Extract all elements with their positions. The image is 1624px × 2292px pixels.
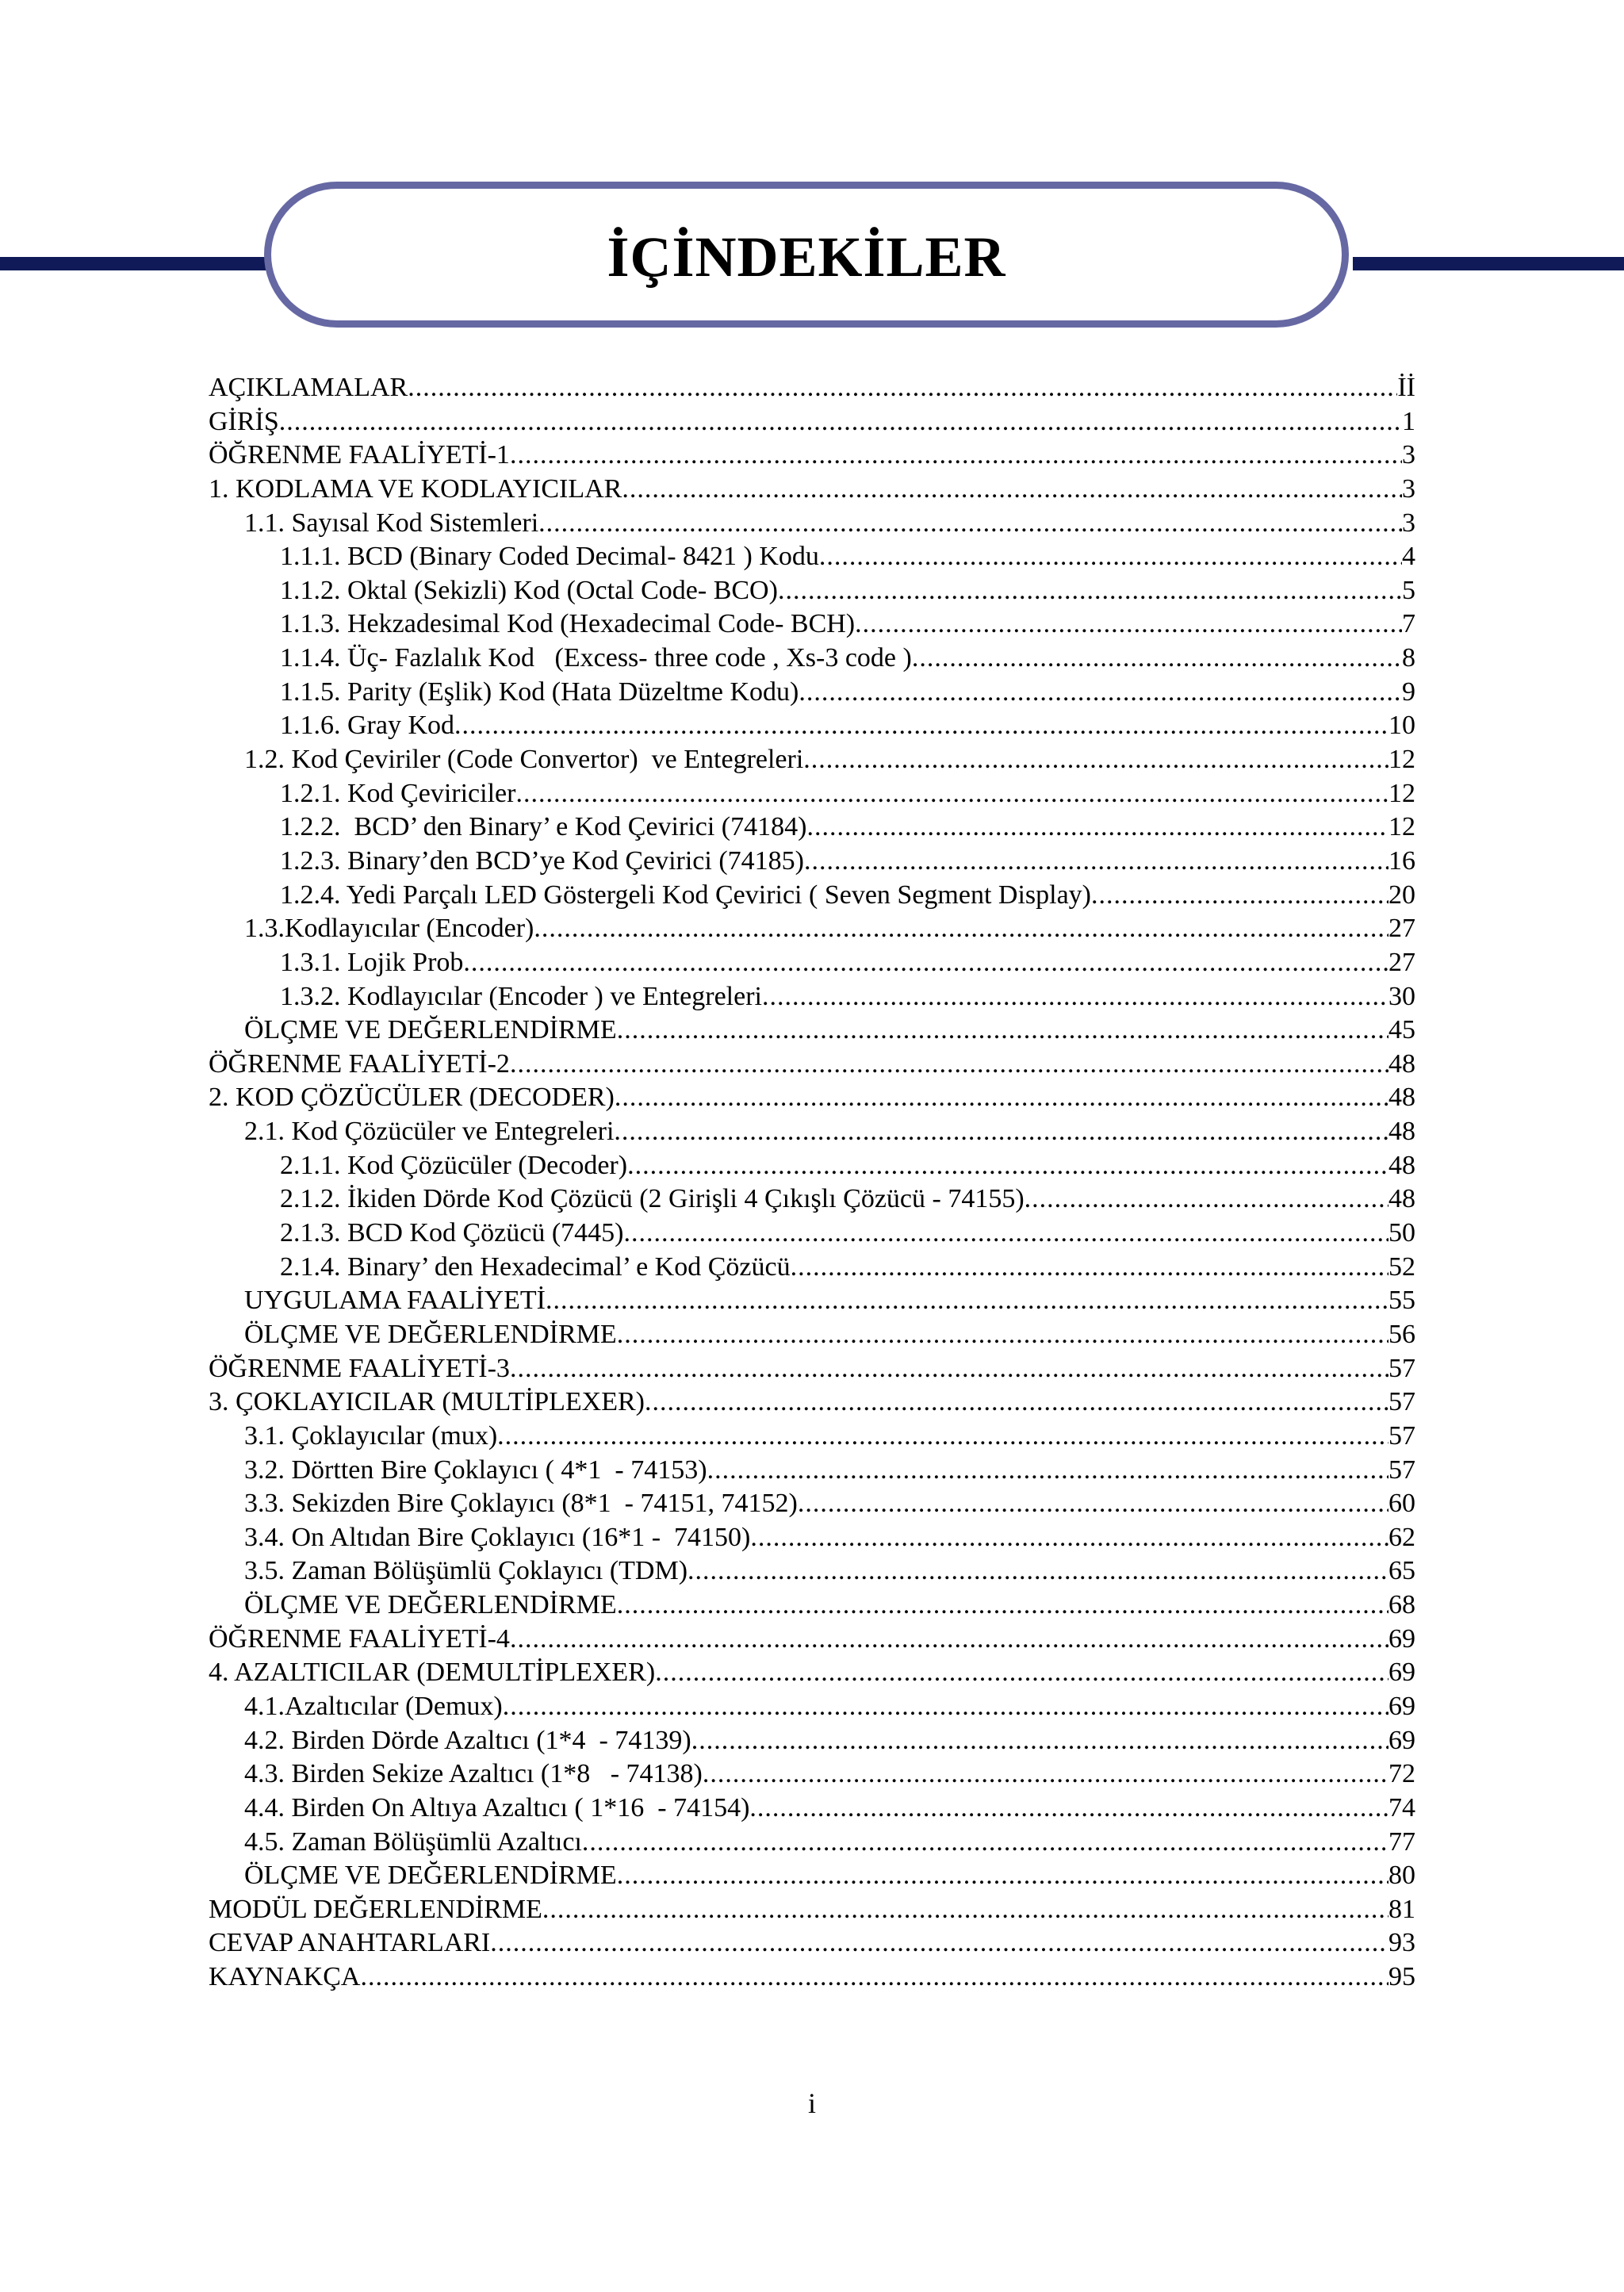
toc-entry-label: 1.2.2. BCD’ den Binary’ e Kod Çevirici (74184) <box>280 812 807 842</box>
toc-entry-label: ÖLÇME VE DEĞERLENDİRME <box>244 1319 617 1349</box>
toc-entry-page: 27 <box>1388 914 1415 944</box>
dot-leader <box>627 1149 1388 1183</box>
dot-leader <box>623 1217 1388 1251</box>
toc-entry-page: 3 <box>1402 473 1415 504</box>
toc-entry-label: ÖĞRENME FAALİYETİ-3 <box>209 1353 510 1383</box>
dot-leader <box>855 607 1402 642</box>
toc-entry-label: ÖĞRENME FAALİYETİ-4 <box>209 1623 510 1654</box>
toc-entry-page: 5 <box>1402 575 1415 605</box>
toc-entry[interactable] <box>209 1048 1415 1082</box>
dot-leader <box>691 1724 1388 1758</box>
dot-leader <box>615 1081 1388 1115</box>
toc-entry-page: 74 <box>1388 1792 1415 1822</box>
toc-entry[interactable] <box>209 371 1415 405</box>
toc-entry[interactable] <box>209 879 1415 913</box>
toc-entry[interactable] <box>209 1960 1415 1995</box>
toc-entry-page: 12 <box>1388 778 1415 808</box>
toc-entry-label: AÇIKLAMALAR <box>209 373 408 402</box>
toc-entry-label: KAYNAKÇA <box>209 1962 361 1992</box>
dot-leader <box>645 1386 1388 1420</box>
toc-entry[interactable] <box>209 1352 1415 1386</box>
toc-entry-label: 3.2. Dörtten Bire Çoklayıcı ( 4*1 - 74153) <box>244 1455 707 1485</box>
toc-entry-page: 57 <box>1388 1455 1415 1485</box>
toc-entry[interactable] <box>209 1014 1415 1048</box>
dot-leader <box>463 946 1388 980</box>
toc-entry-label: 4.3. Birden Sekize Azaltıcı (1*8 - 74138) <box>244 1759 703 1789</box>
toc-entry-label: 2.1.3. BCD Kod Çözücü (7445) <box>280 1218 624 1248</box>
toc-entry[interactable] <box>209 1792 1415 1826</box>
dot-leader <box>503 1690 1388 1724</box>
toc-entry[interactable] <box>209 574 1415 608</box>
toc-entry[interactable] <box>209 1182 1415 1217</box>
dot-leader <box>798 1487 1388 1521</box>
toc-entry-label: 4.2. Birden Dörde Azaltıcı (1*4 - 74139) <box>244 1725 691 1755</box>
toc-entry[interactable] <box>209 1420 1415 1454</box>
toc-entry-page: 72 <box>1388 1759 1415 1789</box>
toc-entry-label: 1.3.Kodlayıcılar (Encoder) <box>244 914 534 944</box>
toc-entry[interactable] <box>209 845 1415 879</box>
toc-entry-label: 1.1.6. Gray Kod <box>280 711 455 741</box>
toc-entry-label: 1.1.1. BCD (Binary Coded Decimal- 8421 ) Kodu <box>280 542 819 572</box>
toc-entry-page: 10 <box>1388 711 1415 741</box>
dot-leader <box>762 980 1388 1014</box>
toc-entry-page: 9 <box>1402 676 1415 707</box>
toc-entry-label: 4.5. Zaman Bölüşümlü Azaltıcı <box>244 1826 582 1857</box>
toc-entry[interactable] <box>209 1115 1415 1149</box>
title-frame <box>264 182 1349 328</box>
dot-leader <box>1025 1182 1388 1217</box>
dot-leader <box>408 371 1397 405</box>
toc-entry-page: 52 <box>1388 1251 1415 1282</box>
toc-entry-page: 65 <box>1388 1556 1415 1586</box>
toc-entry[interactable] <box>209 1386 1415 1420</box>
toc-entry-page: 48 <box>1388 1048 1415 1079</box>
toc-entry-label: 1.3.2. Kodlayıcılar (Encoder ) ve Entegreleri <box>280 981 762 1011</box>
toc-entry-page: 77 <box>1388 1826 1415 1857</box>
toc-entry-page: 16 <box>1388 845 1415 876</box>
toc-entry-label: 2.1.4. Binary’ den Hexadecimal’ e Kod Çözücü <box>280 1251 791 1282</box>
toc-entry-label: 1.1.3. Hekzadesimal Kod (Hexadecimal Code- BCH) <box>280 609 856 639</box>
toc-entry[interactable] <box>209 1284 1415 1318</box>
toc-entry[interactable] <box>209 1487 1415 1521</box>
toc-entry-page: 50 <box>1388 1218 1415 1248</box>
toc-entry-page: 48 <box>1388 1150 1415 1180</box>
toc-entry-page: 80 <box>1388 1861 1415 1891</box>
toc-entry-label: 2.1.2. İkiden Dörde Kod Çözücü (2 Girişli 4 Çıkışlı Çözücü - 74155) <box>280 1184 1025 1214</box>
toc-entry-label: 1.2. Kod Çeviriler (Code Convertor) ve Entegreleri <box>244 745 804 775</box>
toc-entry-page: 45 <box>1388 1015 1415 1045</box>
toc-entry-label: UYGULAMA FAALİYETİ <box>244 1286 546 1316</box>
toc-entry-page: 62 <box>1388 1522 1415 1552</box>
toc-entry[interactable] <box>209 1826 1415 1860</box>
toc-entry[interactable] <box>209 811 1415 845</box>
dot-leader <box>510 1352 1388 1386</box>
dot-leader <box>454 709 1388 743</box>
toc-entry[interactable] <box>209 1893 1415 1927</box>
toc-entry-label: 2.1.1. Kod Çözücüler (Decoder) <box>280 1150 628 1180</box>
toc-entry[interactable] <box>209 540 1415 574</box>
toc-entry[interactable] <box>209 946 1415 980</box>
dot-leader <box>515 777 1388 811</box>
toc-entry-page: 12 <box>1388 745 1415 775</box>
toc-entry-label: 3.3. Sekizden Bire Çoklayıcı (8*1 - 74151, 74152) <box>244 1489 798 1519</box>
toc-entry-label: 2. KOD ÇÖZÜCÜLER (DECODER) <box>209 1083 615 1113</box>
toc-entry-label: 1.2.3. Binary’den BCD’ye Kod Çevirici (74185) <box>280 845 804 876</box>
dot-leader <box>546 1284 1388 1318</box>
dot-leader <box>614 1115 1388 1149</box>
toc-entry-page: 95 <box>1388 1962 1415 1992</box>
toc-entry-label: 1.3.1. Lojik Prob <box>280 947 464 977</box>
dot-leader <box>617 1318 1388 1352</box>
page-title: İÇİNDEKİLER <box>607 225 1006 289</box>
toc-entry[interactable] <box>209 439 1415 473</box>
toc-entry[interactable] <box>209 507 1415 541</box>
dot-leader <box>707 1454 1388 1488</box>
toc-entry-label: CEVAP ANAHTARLARI <box>209 1928 491 1958</box>
toc-entry-label: 4. AZALTICILAR (DEMULTİPLEXER) <box>209 1658 656 1688</box>
toc-entry-page: 8 <box>1402 643 1415 673</box>
toc-entry-page: 81 <box>1388 1894 1415 1924</box>
toc-entry[interactable] <box>209 777 1415 811</box>
toc-entry-page: 4 <box>1402 542 1415 572</box>
dot-leader <box>799 676 1402 710</box>
toc-entry[interactable] <box>209 1217 1415 1251</box>
toc-entry-page: 48 <box>1388 1117 1415 1147</box>
toc-entry-page: 57 <box>1388 1387 1415 1417</box>
toc-entry-page: 3 <box>1402 508 1415 538</box>
toc-entry[interactable] <box>209 676 1415 710</box>
table-of-contents <box>209 371 1415 1995</box>
dot-leader <box>497 1420 1388 1454</box>
toc-entry-page: 1 <box>1402 406 1415 436</box>
toc-entry-label: 3.1. Çoklayıcılar (mux) <box>244 1420 498 1451</box>
toc-entry[interactable] <box>209 1149 1415 1183</box>
toc-entry[interactable] <box>209 1521 1415 1555</box>
toc-entry-label: 3.5. Zaman Bölüşümlü Çoklayıcı (TDM) <box>244 1556 688 1586</box>
toc-entry-label: 1.1.5. Parity (Eşlik) Kod (Hata Düzeltme Kodu) <box>280 676 799 707</box>
toc-entry[interactable] <box>209 1081 1415 1115</box>
toc-entry-page: 57 <box>1388 1420 1415 1451</box>
toc-entry-label: 4.1.Azaltıcılar (Demux) <box>244 1691 503 1721</box>
toc-entry-page: 20 <box>1388 880 1415 910</box>
toc-entry[interactable] <box>209 1656 1415 1690</box>
dot-leader <box>617 1014 1388 1048</box>
toc-entry-label: ÖĞRENME FAALİYETİ-1 <box>209 440 510 470</box>
toc-entry-page: 7 <box>1402 609 1415 639</box>
dot-leader <box>806 811 1388 845</box>
toc-entry-label: MODÜL DEĞERLENDİRME <box>209 1894 542 1924</box>
toc-entry-label: ÖLÇME VE DEĞERLENDİRME <box>244 1590 617 1620</box>
toc-entry[interactable] <box>209 912 1415 946</box>
dot-leader <box>750 1521 1388 1555</box>
toc-entry[interactable] <box>209 1926 1415 1960</box>
dot-leader <box>749 1792 1388 1826</box>
toc-entry-label: 1.2.4. Yedi Parçalı LED Göstergeli Kod Çevirici ( Seven Segment Display) <box>280 880 1091 910</box>
toc-entry-label: ÖĞRENME FAALİYETİ-2 <box>209 1048 510 1079</box>
toc-entry-page: 69 <box>1388 1725 1415 1755</box>
dot-leader <box>542 1893 1388 1927</box>
toc-entry-page: 60 <box>1388 1489 1415 1519</box>
dot-leader <box>622 473 1402 507</box>
toc-entry[interactable] <box>209 1554 1415 1589</box>
dot-leader <box>655 1656 1388 1690</box>
toc-entry-label: 1.1. Sayısal Kod Sistemleri <box>244 508 539 538</box>
dot-leader <box>791 1251 1388 1285</box>
dot-leader <box>510 1623 1388 1657</box>
toc-entry-page: 68 <box>1388 1590 1415 1620</box>
dot-leader <box>804 845 1388 879</box>
dot-leader <box>360 1960 1388 1995</box>
toc-entry-label: ÖLÇME VE DEĞERLENDİRME <box>244 1861 617 1891</box>
toc-entry-page: 93 <box>1388 1928 1415 1958</box>
dot-leader <box>617 1859 1388 1893</box>
dot-leader <box>534 912 1388 946</box>
toc-entry-page: 69 <box>1388 1623 1415 1654</box>
right-header-rule <box>1353 257 1624 270</box>
toc-entry-page: 69 <box>1388 1658 1415 1688</box>
toc-entry-label: GİRİŞ <box>209 406 279 436</box>
toc-entry-page: 56 <box>1388 1319 1415 1349</box>
dot-leader <box>490 1926 1388 1960</box>
dot-leader <box>617 1589 1388 1623</box>
toc-entry-label: ÖLÇME VE DEĞERLENDİRME <box>244 1015 617 1045</box>
toc-entry[interactable] <box>209 1757 1415 1792</box>
dot-leader <box>1091 879 1388 913</box>
toc-entry[interactable] <box>209 642 1415 676</box>
left-header-rule <box>0 257 270 270</box>
toc-entry-label: 1.2.1. Kod Çeviriciler <box>280 778 516 808</box>
toc-entry[interactable] <box>209 980 1415 1014</box>
toc-entry[interactable] <box>209 743 1415 777</box>
dot-leader <box>688 1554 1388 1589</box>
toc-entry-page: 30 <box>1388 981 1415 1011</box>
dot-leader <box>279 405 1402 439</box>
dot-leader <box>778 574 1402 608</box>
toc-entry[interactable] <box>209 1690 1415 1724</box>
toc-entry-page: 27 <box>1388 947 1415 977</box>
toc-entry-page: 57 <box>1388 1353 1415 1383</box>
toc-entry-page: 48 <box>1388 1083 1415 1113</box>
toc-entry[interactable] <box>209 405 1415 439</box>
toc-entry[interactable] <box>209 1589 1415 1623</box>
dot-leader <box>510 439 1402 473</box>
toc-entry-label: 3.4. On Altıdan Bire Çoklayıcı (16*1 - 74150) <box>244 1522 751 1552</box>
toc-entry[interactable] <box>209 1859 1415 1893</box>
toc-entry-label: 3. ÇOKLAYICILAR (MULTİPLEXER) <box>209 1387 645 1417</box>
toc-entry-page: İİ <box>1397 373 1415 402</box>
dot-leader <box>819 540 1402 574</box>
toc-entry[interactable] <box>209 607 1415 642</box>
toc-entry[interactable] <box>209 1251 1415 1285</box>
toc-entry-label: 1.1.4. Üç- Fazlalık Kod (Excess- three code , Xs-3 code ) <box>280 643 912 673</box>
toc-entry-label: 1.1.2. Oktal (Sekizli) Kod (Octal Code- BCO) <box>280 575 778 605</box>
toc-entry[interactable] <box>209 1623 1415 1657</box>
toc-entry-page: 48 <box>1388 1184 1415 1214</box>
toc-entry[interactable] <box>209 709 1415 743</box>
page-number: i <box>807 2087 816 2119</box>
toc-entry-label: 1. KODLAMA VE KODLAYICILAR <box>209 473 622 504</box>
toc-entry[interactable] <box>209 1454 1415 1488</box>
toc-entry-page: 69 <box>1388 1691 1415 1721</box>
dot-leader <box>538 507 1402 541</box>
toc-entry[interactable] <box>209 1318 1415 1352</box>
toc-entry-page: 3 <box>1402 440 1415 470</box>
toc-entry-label: 4.4. Birden On Altıya Azaltıcı ( 1*16 - 74154) <box>244 1792 750 1822</box>
toc-entry[interactable] <box>209 473 1415 507</box>
dot-leader <box>582 1826 1388 1860</box>
dot-leader <box>703 1757 1388 1792</box>
toc-entry-page: 12 <box>1388 812 1415 842</box>
toc-entry-page: 55 <box>1388 1286 1415 1316</box>
dot-leader <box>510 1048 1388 1082</box>
toc-entry-label: 2.1. Kod Çözücüler ve Entegreleri <box>244 1117 615 1147</box>
dot-leader <box>803 743 1388 777</box>
dot-leader <box>912 642 1402 676</box>
toc-entry[interactable] <box>209 1724 1415 1758</box>
